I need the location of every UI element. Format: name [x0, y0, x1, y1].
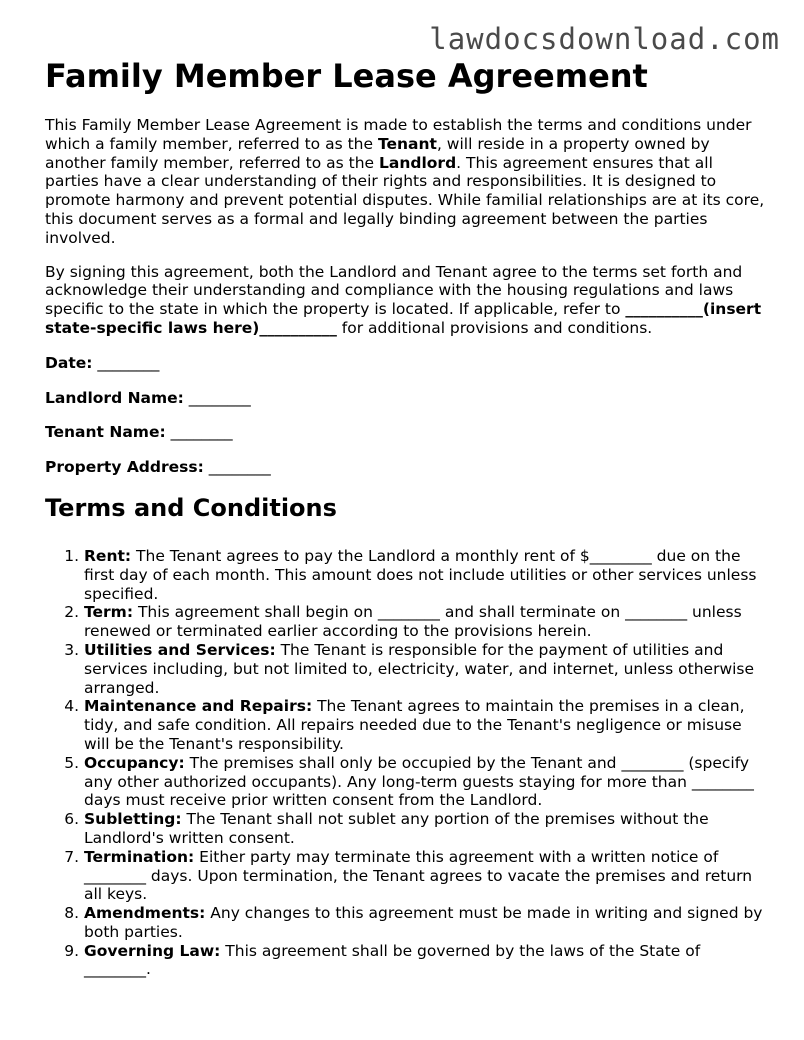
intro2-text-1: By signing this agreement, both the Landlord and Tenant agree to the terms set forth and acknowledge their understanding and compliance with the housing regulations and laws specific to the state in which the property is located. If applicable, refer to: [45, 262, 743, 319]
term-label: Governing Law:: [84, 941, 221, 960]
field-label: Tenant Name:: [45, 423, 166, 442]
term-text: This agreement shall be governed by the laws of the State of ________.: [84, 941, 701, 979]
intro1-text-3: . This agreement ensures that all parties have a clear understanding of their rights and responsibilities. It is designed to promote harmony and prevent potential disputes. While familial relationships are at its core, this document serves as a formal and legally binding agreement between the parties involved.: [45, 153, 765, 247]
intro-paragraph-1: [45, 116, 765, 248]
term-text: Any changes to this agreement must be made in writing and signed by both parties.: [84, 904, 763, 941]
term-text: The Tenant shall not sublet any portion of the premises without the Landlord's written consent.: [84, 810, 709, 847]
field-date: [45, 354, 765, 373]
field-blank: ________: [188, 388, 251, 407]
term-label: Occupancy:: [84, 753, 185, 772]
term-text: The premises shall only be occupied by the Tenant and ________ (specify any other authorized occupants). Any long-term guests staying for more than ________ days must receive prior written consent from the Landlord.: [84, 753, 754, 810]
intro1-text-2: , will reside in a property owned by another family member, referred to as the: [45, 134, 710, 172]
field-blank: ________: [170, 423, 233, 442]
field-landlord-name: [45, 389, 765, 408]
terms-list: [45, 547, 765, 979]
term-label: Utilities and Services:: [84, 640, 276, 659]
field-label: Date:: [45, 353, 93, 372]
term-termination: [84, 848, 765, 904]
term-label: Rent:: [84, 546, 132, 565]
term-text: The Tenant is responsible for the payment of utilities and services including, but not limited to, electricity, water, and internet, unless otherwise arranged.: [84, 640, 755, 697]
intro1-text-1: This Family Member Lease Agreement is made to establish the terms and conditions under which a family member, referred to as the: [45, 116, 752, 153]
field-label: Property Address:: [45, 458, 204, 477]
field-tenant-name: [45, 423, 765, 442]
term-governing-law: [84, 942, 765, 980]
term-subletting: [84, 810, 765, 848]
field-blank: ________: [208, 458, 271, 477]
intro-paragraph-2: [45, 263, 765, 338]
field-blank: ________: [97, 353, 160, 372]
term-text: Either party may terminate this agreement with a written notice of ________ days. Upon termination, the Tenant agrees to vacate the premises and return all keys.: [84, 847, 753, 904]
term-maintenance: [84, 697, 765, 753]
term-label: Amendments:: [84, 904, 206, 923]
watermark: lawdocsdownload.com: [429, 22, 780, 56]
document-title: Family Member Lease Agreement: [45, 57, 648, 95]
field-property-address: [45, 458, 765, 477]
tenant-term: Tenant: [377, 134, 437, 153]
landlord-term: Landlord: [379, 153, 457, 172]
term-text: This agreement shall begin on ________ and shall terminate on ________ unless renewed or terminated earlier according to the provisions herein.: [84, 603, 742, 641]
term-label: Termination:: [84, 847, 195, 866]
document-page: [45, 56, 765, 979]
term-label: Subletting:: [84, 810, 182, 829]
term-text: The Tenant agrees to maintain the premises in a clean, tidy, and safe condition. All repairs needed due to the Tenant's negligence or misuse will be the Tenant's responsibility.: [84, 697, 745, 753]
term-amendments: [84, 904, 765, 942]
term-label: Maintenance and Repairs:: [84, 697, 313, 716]
term-occupancy: [84, 754, 765, 810]
state-laws-placeholder: __________(insert state-specific laws here)__________: [45, 300, 762, 337]
term-text: The Tenant agrees to pay the Landlord a monthly rent of $________ due on the first day of each month. This amount does not include utilities or other services unless specified.: [84, 546, 757, 603]
field-label: Landlord Name:: [45, 388, 184, 407]
term-utilities: [84, 641, 765, 697]
term-label: Term:: [84, 603, 134, 622]
terms-heading: Terms and Conditions: [45, 493, 337, 522]
intro2-text-2: for additional provisions and conditions.: [336, 318, 653, 337]
term-term: [84, 603, 765, 641]
term-rent: [84, 547, 765, 603]
